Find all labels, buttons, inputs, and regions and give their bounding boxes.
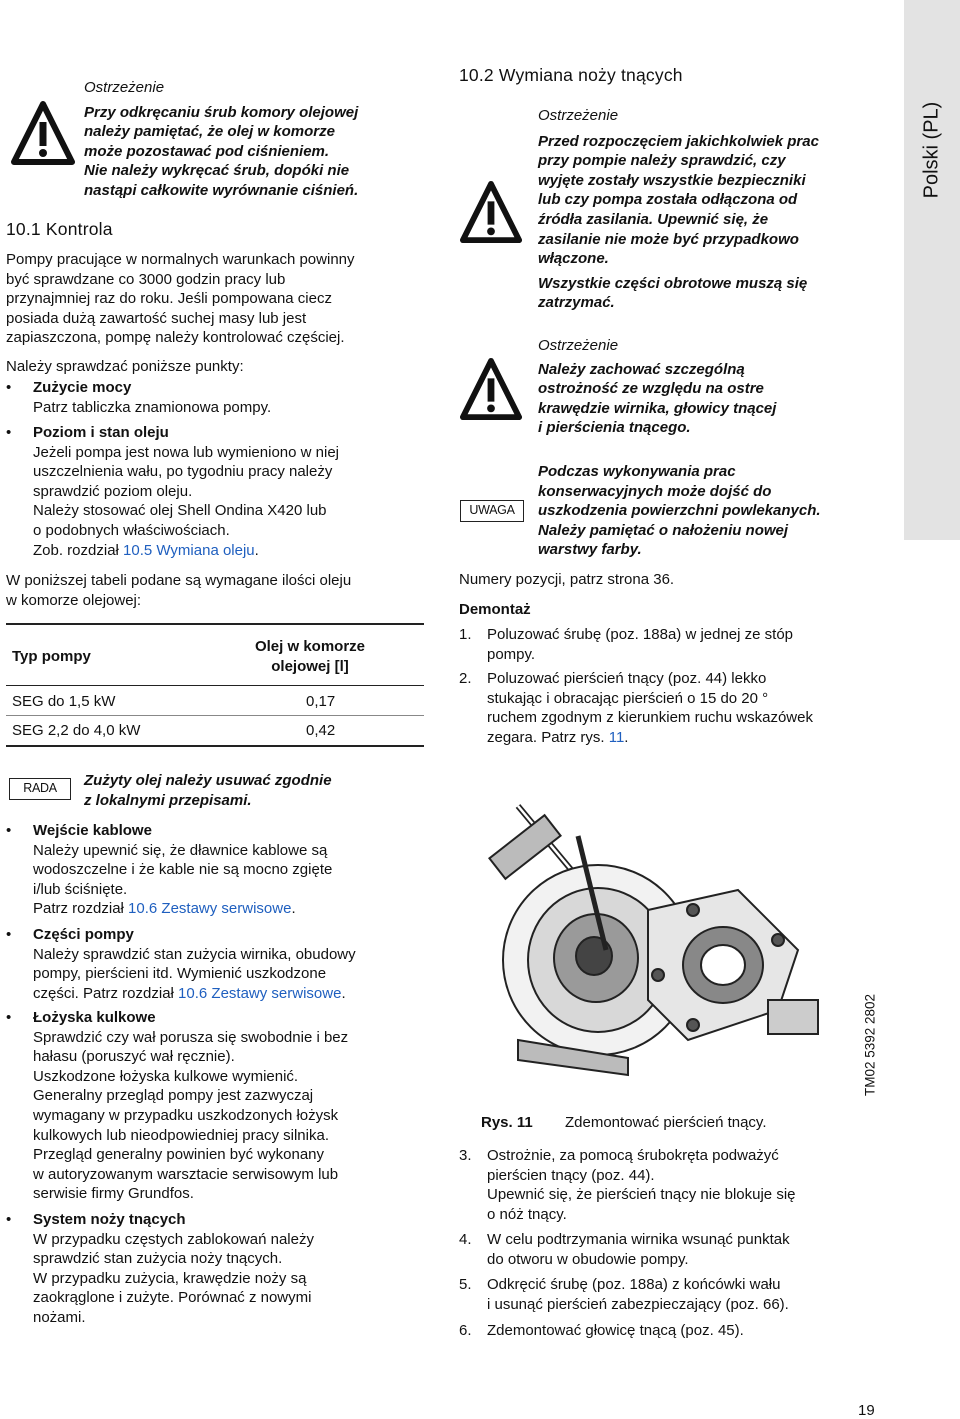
table-row bbox=[12, 721, 422, 741]
text-line: posiada dużą zawartość suchej masy lub jest bbox=[6, 309, 307, 327]
ref-suffix: . bbox=[254, 541, 259, 559]
table-rule-row bbox=[6, 715, 424, 716]
language-side-tab bbox=[904, 0, 960, 540]
bullet-text: Przegląd generalny powinien być wykonany bbox=[33, 1146, 325, 1164]
warning-line: lub czy pompa została odłączona od bbox=[538, 191, 798, 209]
bullet-title: Łożyska kulkowe bbox=[33, 1009, 156, 1026]
header-line: olejowej [l] bbox=[271, 657, 349, 675]
table-intro bbox=[6, 571, 351, 610]
bullet-text: zaokrąglone i zużyte. Porównać z nowymi bbox=[33, 1289, 312, 1307]
pump-illustration bbox=[478, 800, 858, 1100]
uwaga-line: konserwacyjnych może dojść do bbox=[538, 482, 772, 500]
step-item bbox=[459, 1275, 899, 1314]
ref-suffix: . bbox=[341, 984, 346, 1002]
warning-line: zasilanie nie może być przypadkowo bbox=[538, 230, 799, 248]
warning-line: zatrzymać. bbox=[538, 294, 615, 312]
table-header-type: Typ pompy bbox=[12, 648, 91, 665]
text-line: przynajmniej raz do roku. Jeśli pompowana ciecz bbox=[6, 290, 332, 308]
section-heading-cutters: 10.2 Wymiana noży tnących bbox=[459, 65, 683, 85]
bullet-item-bearings bbox=[6, 1008, 426, 1204]
bullet-title: Wejście kablowe bbox=[33, 822, 152, 839]
warning-line: wyjęte zostały wszystkie bezpieczniki bbox=[538, 171, 806, 189]
ref-suffix: . bbox=[291, 900, 296, 918]
bullet-text: hałasu (poruszyć wał ręcznie). bbox=[33, 1048, 235, 1066]
step-text: do otworu w obudowie pompy. bbox=[487, 1250, 689, 1268]
table-cell-oil: 0,17 bbox=[306, 693, 336, 710]
step-number: 5. bbox=[459, 1276, 472, 1293]
ref-prefix: części. Patrz rozdział bbox=[33, 984, 179, 1002]
bullet-text: sprawdzić stan zużycia noży tnących. bbox=[33, 1250, 283, 1268]
uwaga-text bbox=[538, 462, 821, 560]
step-text: Upewnić się, że pierścień tnący nie blokuje się bbox=[487, 1186, 796, 1204]
bullet-title: Części pompy bbox=[33, 926, 134, 943]
step-item bbox=[459, 1321, 899, 1341]
bullet-text: Należy stosować olej Shell Ondina X420 lub bbox=[33, 502, 327, 520]
step-item bbox=[459, 625, 899, 664]
warning-line: włączone. bbox=[538, 250, 609, 268]
bullet-text: o podobnych właściwościach. bbox=[33, 521, 230, 539]
rada-tag: RADA bbox=[9, 778, 71, 800]
figure-code: TM02 5392 2802 bbox=[862, 993, 878, 1097]
bullet-dot: • bbox=[6, 822, 12, 839]
warning-line: i pierścienia tnącego. bbox=[538, 419, 691, 437]
text-line: Pompy pracujące w normalnych warunkach powinny bbox=[6, 251, 355, 268]
bullet-dot: • bbox=[6, 379, 12, 396]
link-service-kits[interactable]: 10.6 Zestawy serwisowe bbox=[128, 900, 292, 918]
step-item bbox=[459, 1230, 899, 1269]
bullet-text: sprawdzić poziom oleju. bbox=[33, 482, 193, 500]
bullet-item-cutters bbox=[6, 1210, 426, 1328]
warning-line: krawędzie wirnika, głowicy tnącej bbox=[538, 399, 777, 417]
warning-block-1 bbox=[538, 106, 819, 313]
text-line: być sprawdzane co 3000 godzin pracy lub bbox=[6, 270, 286, 288]
step-item bbox=[459, 669, 899, 747]
figure-caption: Zdemontować pierścień tnący. bbox=[565, 1114, 767, 1131]
bullet-text: Należy upewnić się, że dławnice kablowe są bbox=[33, 841, 328, 859]
table-rule-top bbox=[6, 623, 424, 625]
step-number: 6. bbox=[459, 1322, 472, 1339]
step-text: Zdemontować głowicę tnącą (poz. 45). bbox=[487, 1322, 744, 1339]
bullet-text: Generalny przegląd pompy jest zazwyczaj bbox=[33, 1087, 314, 1105]
bullet-text: Należy sprawdzić stan zużycia wirnika, obudowy bbox=[33, 945, 356, 963]
step-number: 1. bbox=[459, 626, 472, 643]
warning-icon bbox=[459, 357, 523, 423]
rada-text bbox=[84, 771, 332, 810]
bullet-dot: • bbox=[6, 1211, 12, 1228]
warning-line: nastąpi całkowite wyrównanie ciśnień. bbox=[84, 181, 359, 199]
warning-line: Należy zachować szczególną bbox=[538, 360, 745, 378]
bullet-text: w autoryzowanym warsztacie serwisowym lub bbox=[33, 1165, 339, 1183]
table-row bbox=[12, 692, 422, 712]
warning-line: źródła zasilania. Upewnić się, że bbox=[538, 210, 769, 228]
warning-title: Ostrzeżenie bbox=[84, 79, 165, 96]
bullet-dot: • bbox=[6, 1009, 12, 1026]
demontaz-heading: Demontaż bbox=[459, 601, 531, 618]
kontrola-paragraph bbox=[6, 250, 355, 348]
bullet-text bbox=[33, 541, 426, 561]
warning-line: ostrożność ze względu na ostre bbox=[538, 380, 764, 398]
bullet-item-cable bbox=[6, 821, 426, 919]
uwaga-line: uszkodzenia powierzchni powlekanych. bbox=[538, 502, 821, 520]
header-line: Olej w komorze bbox=[254, 638, 366, 655]
link-oil-change[interactable]: 10.5 Wymiana oleju bbox=[123, 541, 255, 559]
bullet-title: Poziom i stan oleju bbox=[33, 424, 169, 441]
step-text: Odkręcić śrubę (poz. 188a) z końcówki wału bbox=[487, 1276, 781, 1293]
link-service-kits[interactable]: 10.6 Zestawy serwisowe bbox=[178, 984, 342, 1002]
step-text: Poluzować śrubę (poz. 188a) w jednej ze stóp bbox=[487, 626, 794, 643]
bullet-text: Jeżeli pompa jest nowa lub wymieniono w niej bbox=[33, 443, 339, 461]
warning-icon bbox=[10, 100, 76, 168]
step-item bbox=[459, 1146, 899, 1224]
bullet-item-power bbox=[6, 378, 426, 417]
table-cell-type: SEG 2,2 do 4,0 kW bbox=[12, 722, 141, 739]
step-text: Poluzować pierścień tnący (poz. 44) lekko bbox=[487, 670, 767, 687]
table-cell-oil: 0,42 bbox=[306, 722, 336, 739]
step-text: i usunąć pierścień zabezpieczający (poz. 66). bbox=[487, 1295, 789, 1313]
uwaga-line: Podczas wykonywania prac bbox=[538, 463, 736, 480]
bullet-dot: • bbox=[6, 926, 12, 943]
bullet-dot: • bbox=[6, 424, 12, 441]
warning-line: Wszystkie części obrotowe muszą się bbox=[538, 274, 808, 292]
ref-suffix: . bbox=[624, 728, 629, 746]
step-text: W celu podtrzymania wirnika wsunąć punktak bbox=[487, 1231, 790, 1248]
bullet-text: Uszkodzone łożyska kulkowe wymienić. bbox=[33, 1067, 299, 1085]
bullet-text: serwisie firmy Grundfos. bbox=[33, 1185, 194, 1203]
warning-line: Przy odkręcaniu śrub komory olejowej bbox=[84, 103, 359, 121]
step-number: 4. bbox=[459, 1231, 472, 1248]
bullet-text: nożami. bbox=[33, 1308, 86, 1326]
page-number: 19 bbox=[858, 1402, 875, 1419]
bullet-text: kulkowych lub nieodpowiedniej pracy silnika. bbox=[33, 1126, 329, 1144]
step-number: 3. bbox=[459, 1147, 472, 1164]
link-figure-11[interactable]: 11 bbox=[608, 728, 625, 746]
uwaga-line: warstwy farby. bbox=[538, 541, 642, 559]
text-line: w komorze olejowej: bbox=[6, 591, 142, 609]
check-points-intro: Należy sprawdzać poniższe punkty: bbox=[6, 358, 244, 375]
uwaga-tag: UWAGA bbox=[460, 500, 524, 522]
step-text: pierścien tnący (poz. 44). bbox=[487, 1166, 655, 1184]
warning-line: przy pompie należy sprawdzić, czy bbox=[538, 152, 786, 170]
bullet-text: uszczelnienia wału, po tygodniu pracy należy bbox=[33, 463, 333, 481]
warning-block-2 bbox=[538, 336, 776, 438]
table-header-oil bbox=[230, 637, 390, 676]
bullet-text: Patrz tabliczka znamionowa pompy. bbox=[33, 398, 272, 416]
table-rule-bottom bbox=[6, 745, 424, 747]
warning-line: Nie należy wykręcać śrub, dopóki nie bbox=[84, 162, 350, 180]
step-text: ruchem zgodnym z kierunkiem ruchu wskazówek bbox=[487, 709, 813, 727]
step-text: Ostrożnie, za pomocą śrubokręta podważyć bbox=[487, 1147, 779, 1164]
uwaga-line: Należy pamiętać o nałożeniu nowej bbox=[538, 521, 789, 539]
step-text: o nóż tnący. bbox=[487, 1205, 567, 1223]
bullet-text: i/lub ściśnięte. bbox=[33, 880, 128, 898]
bullet-text: wodoszczelne i że kable nie są mocno zgięte bbox=[33, 861, 333, 879]
bullet-title: Zużycie mocy bbox=[33, 379, 132, 396]
bullet-text: W przypadku częstych zablokowań należy bbox=[33, 1230, 314, 1248]
table-cell-type: SEG do 1,5 kW bbox=[12, 693, 116, 710]
ref-prefix: Patrz rozdział bbox=[33, 900, 129, 918]
step-text: pompy. bbox=[487, 645, 536, 663]
bullet-text: W przypadku zużycia, krawędzie noży są bbox=[33, 1269, 307, 1287]
bullet-text: Sprawdzić czy wał porusza się swobodnie i bez bbox=[33, 1028, 349, 1046]
warning-title: Ostrzeżenie bbox=[538, 107, 619, 124]
bullet-item-oil bbox=[6, 423, 426, 560]
position-note: Numery pozycji, patrz strona 36. bbox=[459, 571, 675, 588]
warning-left-block bbox=[84, 78, 358, 201]
ref-prefix: Zob. rozdział bbox=[33, 541, 124, 559]
bullet-text: pompy, pierścieni itd. Wymienić uszkodzone bbox=[33, 965, 327, 983]
warning-line: może pozostawać pod ciśnieniem. bbox=[84, 142, 330, 160]
bullet-text: wymagany w przypadku uszkodzonych łożysk bbox=[33, 1106, 339, 1124]
warning-line: należy pamiętać, że olej w komorze bbox=[84, 123, 335, 141]
ref-prefix: zegara. Patrz rys. bbox=[487, 728, 609, 746]
rada-line: Zużyty olej należy usuwać zgodnie bbox=[84, 772, 332, 789]
bullet-text bbox=[33, 984, 426, 1004]
rada-line: z lokalnymi przepisami. bbox=[84, 791, 252, 809]
bullet-text bbox=[33, 899, 426, 919]
section-heading-kontrola: 10.1 Kontrola bbox=[6, 219, 113, 239]
step-text bbox=[487, 728, 899, 748]
step-text: stukając i obracając pierścień o 15 do 20 ° bbox=[487, 689, 769, 707]
warning-line: Przed rozpoczęciem jakichkolwiek prac bbox=[538, 132, 819, 150]
warning-title: Ostrzeżenie bbox=[538, 337, 619, 354]
table-rule-header bbox=[6, 685, 424, 686]
text-line: W poniższej tabeli podane są wymagane ilości oleju bbox=[6, 572, 352, 589]
warning-icon bbox=[459, 180, 523, 246]
bullet-title: System noży tnących bbox=[33, 1211, 186, 1228]
language-label: Polski (PL) bbox=[920, 101, 943, 199]
step-number: 2. bbox=[459, 670, 472, 687]
text-line: zapiaszczona, pompę należy kontrolować częściej. bbox=[6, 329, 345, 347]
figure-label: Rys. 11 bbox=[481, 1114, 533, 1131]
bullet-item-parts bbox=[6, 925, 426, 1003]
